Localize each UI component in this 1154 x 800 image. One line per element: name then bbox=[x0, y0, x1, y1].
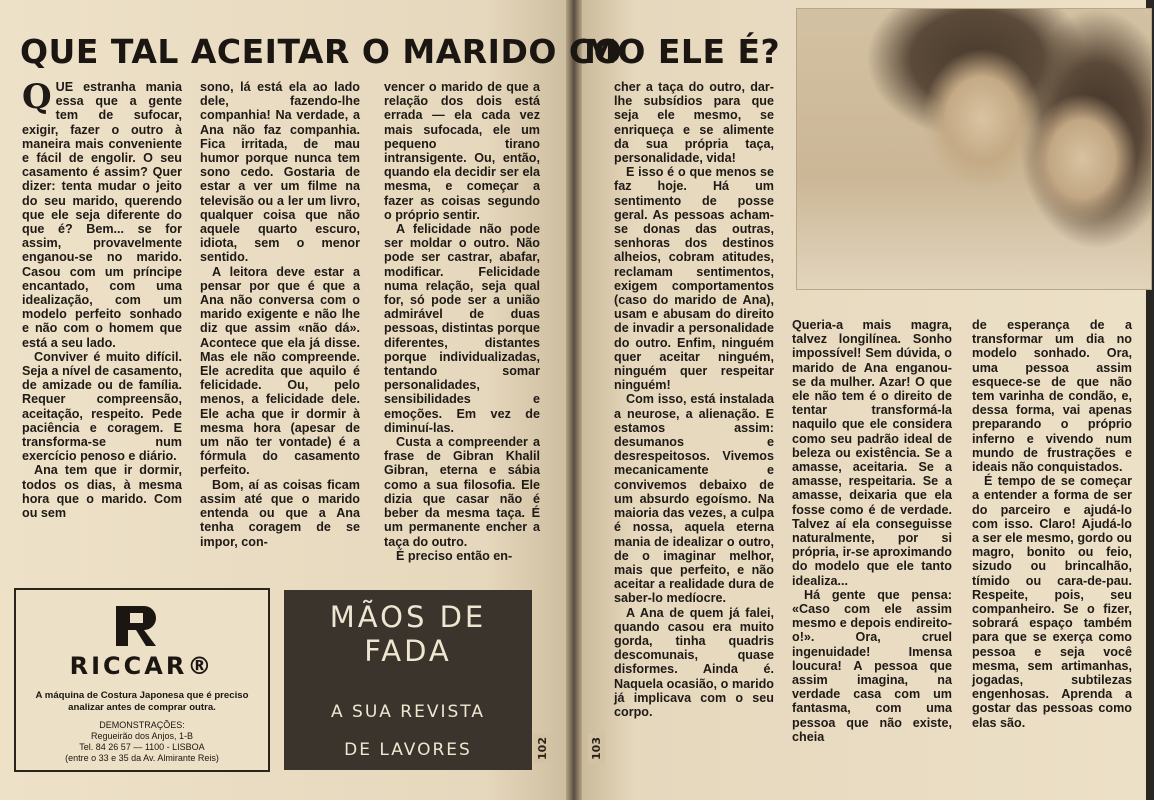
fada-subtitle-1: A SUA REVISTA bbox=[331, 702, 485, 722]
paragraph: Há gente que pensa: «Caso com ele assim mesmo e depois endireito-o!». Ora, cruel ingenuidade! Imensa loucura! A pessoa que assim imagina, na verdade casa com um fantasma, com uma pessoa que não existe, cheia bbox=[792, 587, 952, 744]
paragraph: Queria-a mais magra, talvez longilínea. Sonho impossível! Sem dúvida, o marido de Ana enganou-se da mulher. Azar! O que ele não tem é o direito de tentar transformá-la naquilo que ele considera como seu padrão ideal de beleza ou existência. Se a amasse, aceitaria. Se a amasse, respeitaria. Se a amasse, deixaria que ela fosse como é de verdade. Talvez aí ela conseguisse naturalmente, por si própria, ir-se aproximando do modelo que ele tanto idealiza... bbox=[792, 318, 952, 588]
paragraph: Custa a compreender a frase de Gibran Khalil Gibran, eterna e sábia como a sua filosofia. Ele dizia que casar não é beber da mesma taça. É um permanente encher a taça do outro. bbox=[384, 435, 540, 549]
maos-de-fada-advertisement bbox=[284, 590, 532, 770]
article-column-5 bbox=[792, 318, 952, 744]
page-number-right: 103 bbox=[588, 734, 605, 763]
headline-right: MO ELE É? bbox=[584, 32, 781, 71]
paragraph: vencer o marido de que a relação dos dois está errada — ela cada vez mais sufocada, ele um pequeno tirano intransigente. Ou, então, quando ela decidir ser ela mesma, e começar a fazer as coisas segundo o próprio sentir. bbox=[384, 80, 540, 222]
riccar-phone: Tel. 84 26 57 — 1100 - LISBOA bbox=[79, 742, 205, 752]
article-column-4 bbox=[614, 80, 774, 719]
article-column-1 bbox=[22, 77, 182, 521]
riccar-advertisement bbox=[14, 588, 270, 772]
paragraph: Conviver é muito difícil. Seja a nível de casamento, de amizade ou de família. Requer compreensão, aceitação, respeito. Pede paciência e coragem. E transforma-se num exercício penoso e diário. bbox=[22, 349, 182, 464]
page-number-left: 102 bbox=[534, 734, 551, 763]
headline-left: QUE TAL ACEITAR O MARIDO CO bbox=[20, 32, 623, 71]
riccar-demo-title: DEMONSTRAÇÕES: bbox=[99, 720, 185, 730]
paragraph: sono, lá está ela ao lado dele, fazendo-lhe companhia! Na verdade, a Ana não faz companhia. Fica irritada, de mau humor porque nunca tem sono cedo. Gostaria de estar a ver um filme na televisão ou a ler um livro, qualquer coisa que não aquele quarto escuro, idiota, sem o menor sentido. bbox=[200, 80, 360, 265]
paragraph: Ana tem que ir dormir, todos os dias, à mesma hora que o marido. Com ou sem bbox=[22, 463, 182, 521]
fada-subtitle-2: DE LAVORES bbox=[344, 740, 472, 760]
paragraph: de esperança de a transformar um dia no modelo sonhado. Ora, uma pessoa assim esquece-se de que não tem varinha de condão, e, dessa forma, vai apenas preparando o próprio inferno e vivendo num mundo de frustrações e ideais não conquistados. bbox=[972, 318, 1132, 475]
article-column-2 bbox=[200, 80, 360, 549]
paragraph: Com isso, está instalada a neurose, a alienação. E estamos assim: desumanos e desrespeitosos. Vivemos mecanicamente e convivemos debaixo de um absurdo egoísmo. Na maioria das vezes, a culpa é nossa, aquela eterna mania de idealizar o outro, de o imaginar melhor, mais que perfeito, e não aceitar a realidade dura de saber-lo medíocre. bbox=[614, 392, 774, 606]
riccar-brand-name: RICCAR® bbox=[69, 652, 215, 680]
paragraph: A Ana de quem já falei, quando casou era muito gorda, tinha quadris descomunais, quase disformes. Ainda é. Naquela ocasião, o marido já implicava com o seu corpo. bbox=[614, 605, 774, 719]
article-column-6 bbox=[972, 318, 1132, 730]
page-gutter bbox=[566, 0, 582, 800]
riccar-reference: (entre o 33 e 35 da Av. Almirante Reis) bbox=[65, 753, 219, 763]
paragraph: UE estranha mania essa que a gente tem de sufocar, exigir, fazer o outro à maneira mais conveniente e fácil de engolir. O seu casamento é assim? Quer dizer: tenta mudar o jeito do seu marido, querendo que ele seja diferente do que é? Bem... se for assim, provavelmente enganou-se no marido. Casou com um príncipe encantado, com uma idealização, com um modelo perfeito sonhado e não com o homem que está a seu lado. bbox=[22, 80, 182, 350]
paragraph: E isso é o que menos se faz hoje. Há um sentimento de posse geral. As pessoas acham-se donas das outras, senhoras dos destinos alheios, cobram atitudes, reclamam sentimentos, exigem comportamentos (caso do marido de Ana), usam e abusam do direito de invadir a personalidade do outro. Enfim, ninguém quer aceitar ninguém, ninguém quer respeitar ninguém! bbox=[614, 165, 774, 393]
paragraph: A leitora deve estar a pensar por que é que a Ana não conversa com o marido exigente e não lhe diz que assim «não dá». Acontece que ela já disse. Mas ele não compreende. Ele acredita que aquilo é felicidade. Ou, pelo menos, a felicidade dele. Ele acha que ir dormir à mesma hora (apesar de um não ter vontade) é a fórmula do casamento perfeito. bbox=[200, 264, 360, 478]
riccar-contact bbox=[26, 720, 258, 764]
riccar-r-logo-icon bbox=[114, 604, 158, 648]
drop-cap: Q bbox=[22, 77, 52, 117]
couple-photo bbox=[796, 8, 1152, 290]
article-column-3 bbox=[384, 80, 540, 563]
riccar-tagline: A máquina de Costura Japonesa que é preciso analizar antes de comprar outra. bbox=[35, 690, 249, 713]
fada-title-line2: FADA bbox=[364, 634, 452, 668]
riccar-address: Regueirão dos Anjos, 1-B bbox=[90, 731, 194, 741]
paragraph: É preciso então en- bbox=[396, 548, 513, 563]
fada-title bbox=[284, 600, 532, 668]
paragraph: É tempo de se começar a entender a forma de ser do parceiro e ajudá-lo com isso. Claro! Ajudá-lo a ser ele mesmo, gordo ou magro, bonito ou feio, sizudo ou brincalhão, tímido ou cara-de-pau. Respeite, pois, seu companheiro. Se o fizer, sobrará espaço também para que se exerça como pessoa e seja você mesma, sem artimanhas, jogadas, subtilezas engenhosas. Aprenda a gostar das pessoas como elas são. bbox=[972, 474, 1132, 730]
paragraph: A felicidade não pode ser moldar o outro. Não pode ser castrar, abafar, modificar. Felicidade numa relação, seja qual for, só pode ser a união admirável de duas pessoas, distintas porque diferentes, distantes porque individualizadas, tentando somar personalidades, sensibilidades e emoções. Em vez de diminuí-las. bbox=[384, 222, 540, 435]
paragraph: Bom, aí as coisas ficam assim até que o marido entenda ou que a Ana tenha coragem de se impor, con- bbox=[200, 477, 360, 549]
paragraph: cher a taça do outro, dar-lhe subsídios para que seja ele mesmo, se enriqueça e se alimente da sua própria taça, personalidade, vida! bbox=[614, 80, 774, 166]
fada-title-line1: MÃOS DE bbox=[329, 600, 487, 634]
